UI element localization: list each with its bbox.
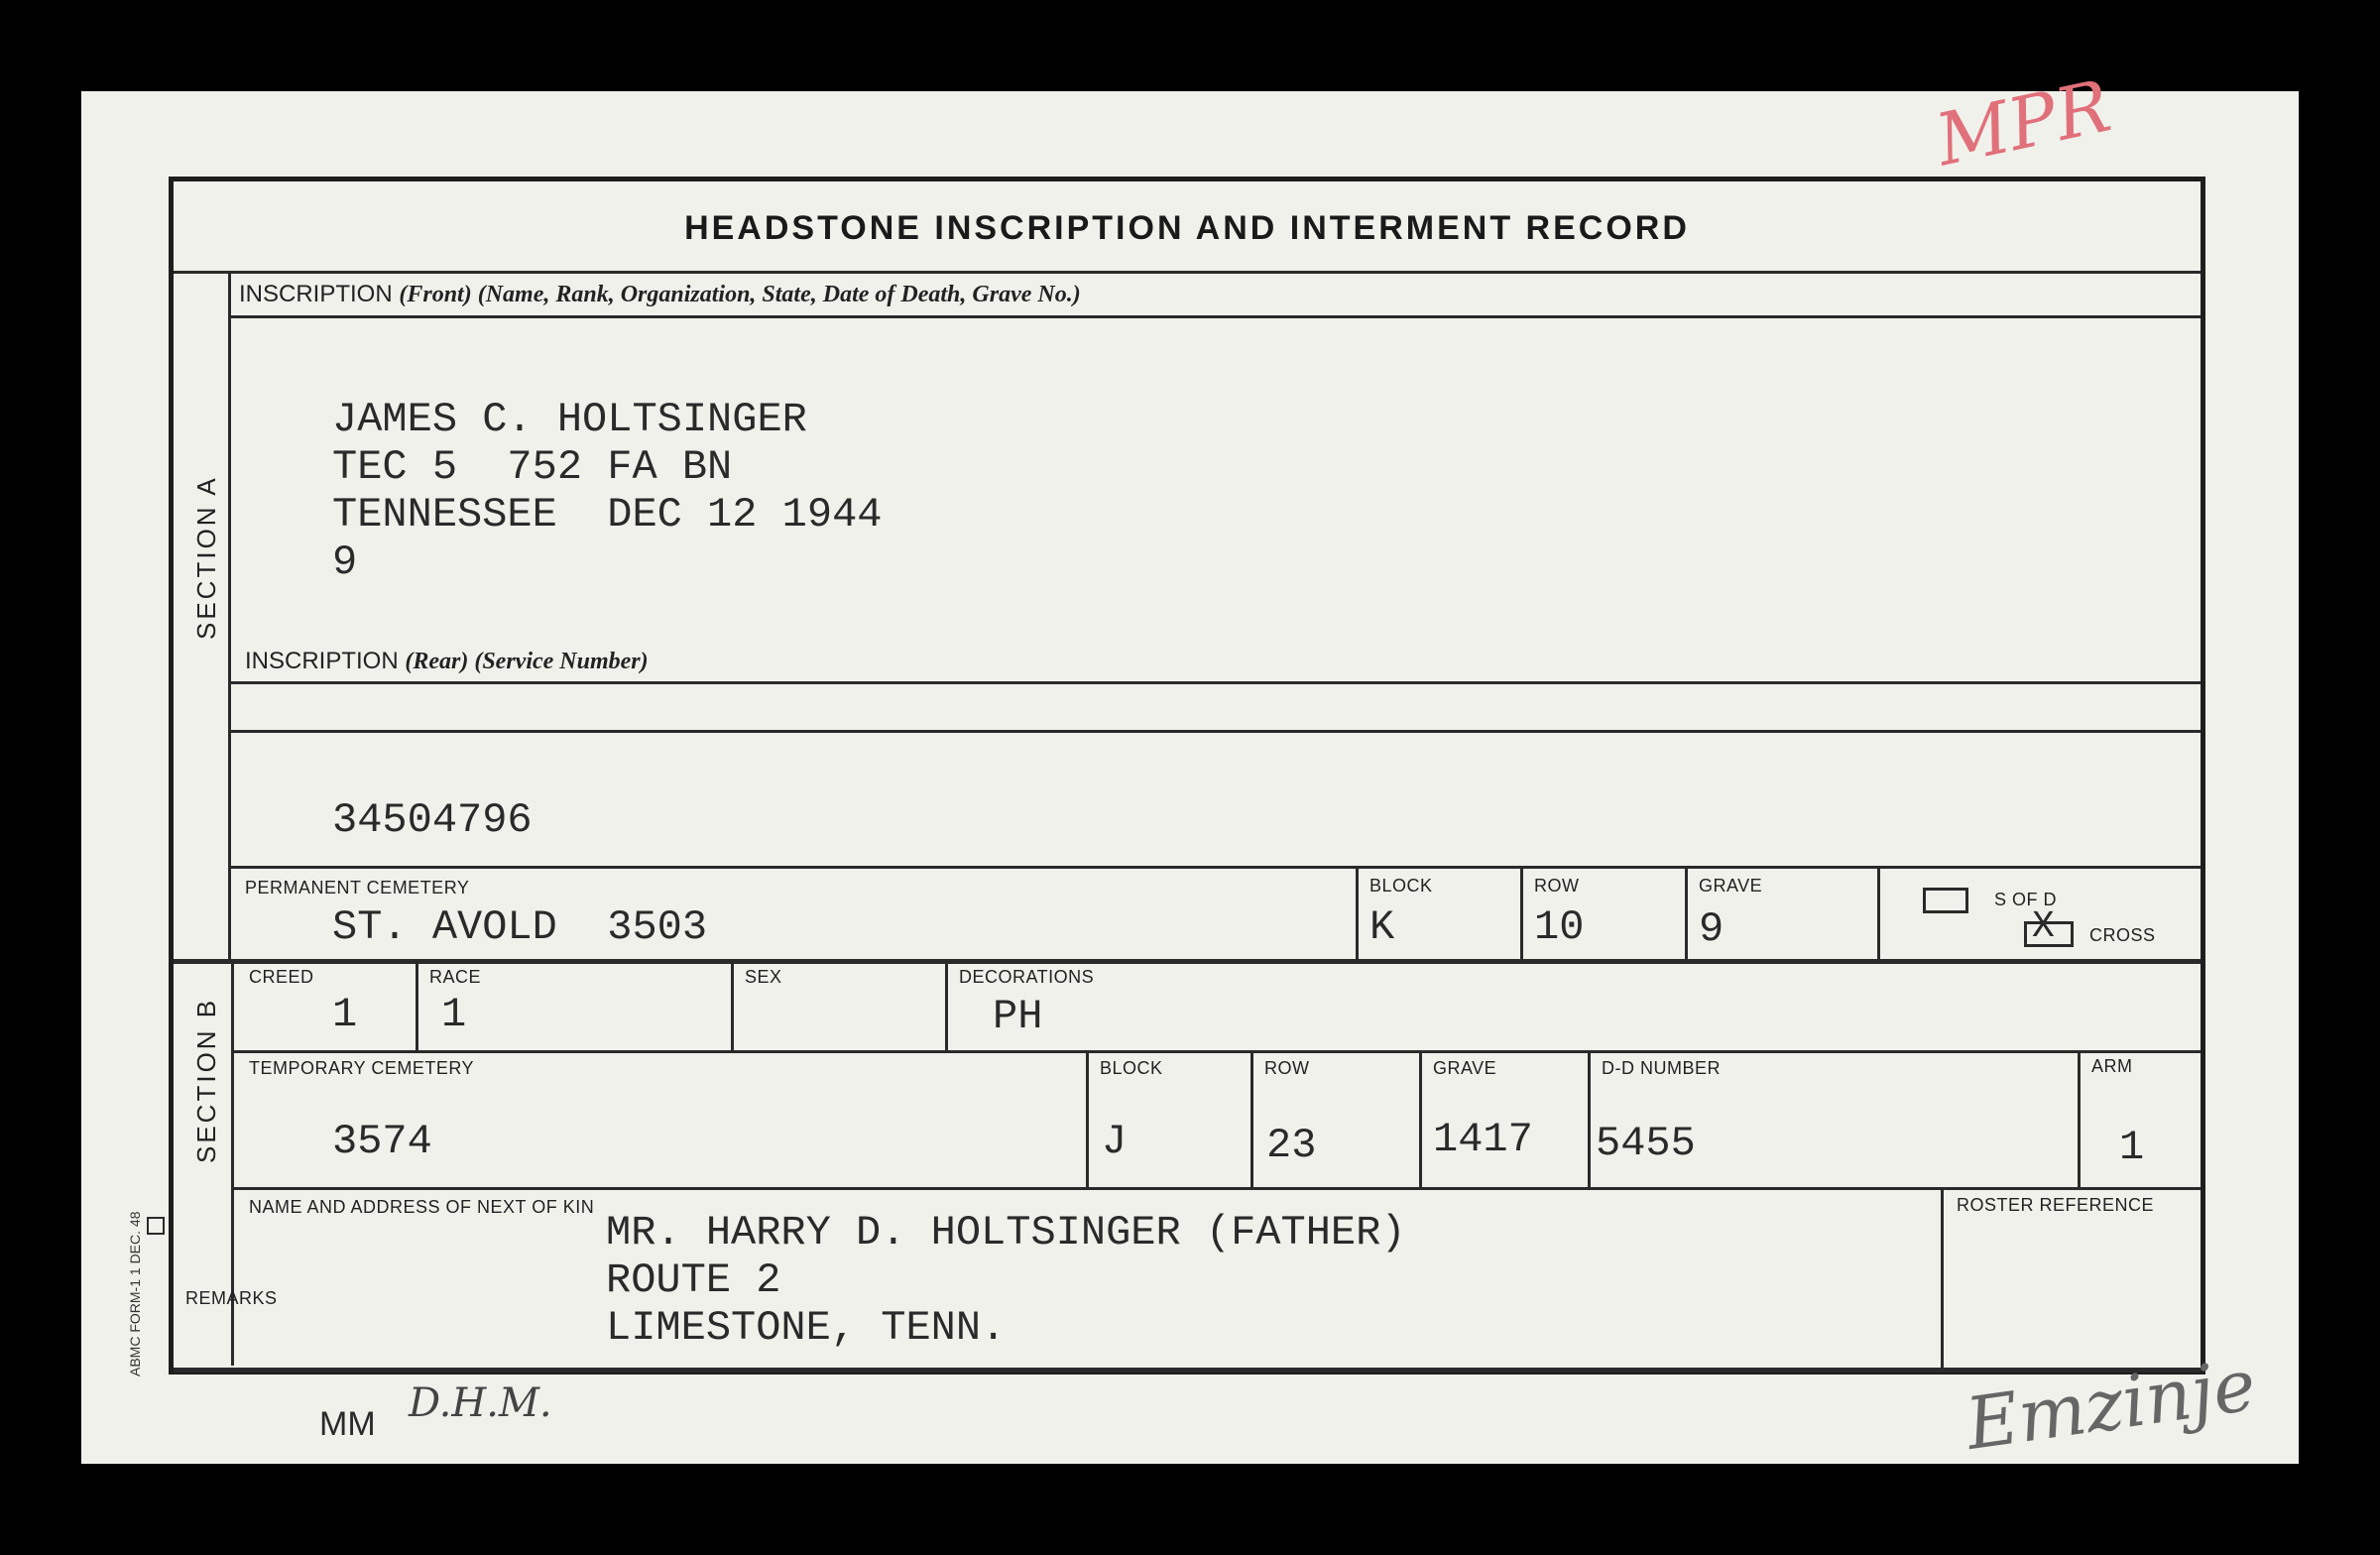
s-of-d-label: S OF D (1994, 890, 2058, 909)
divider (174, 959, 2201, 962)
divider (1877, 866, 1880, 961)
divider (1588, 1050, 1591, 1187)
divider (1086, 1050, 1089, 1187)
divider (1685, 866, 1688, 961)
form-title: HEADSTONE INSCRIPTION AND INTERMENT RECORD (684, 208, 1690, 247)
inscription-front-label (239, 281, 1081, 308)
creed-value: 1 (332, 991, 358, 1038)
dd-number-value: 5455 (1596, 1120, 1696, 1167)
section-b-label: SECTION B (191, 997, 221, 1163)
next-of-kin-label: NAME AND ADDRESS OF NEXT OF KIN (249, 1197, 595, 1217)
perm-row-value: 10 (1534, 903, 1585, 951)
handwritten-red-mark: MPR (1929, 63, 2118, 182)
section-a-label: SECTION A (191, 475, 221, 640)
arm-label: ARM (2091, 1056, 2133, 1076)
remarks-label: REMARKS (185, 1288, 278, 1308)
temp-row-value: 23 (1266, 1122, 1317, 1169)
temp-row-label: ROW (1264, 1058, 1310, 1078)
inscription-front-line-2: TEC 5 752 FA BN (332, 443, 733, 491)
perm-block-value: K (1369, 903, 1395, 951)
divider (228, 866, 2201, 869)
cross-label: CROSS (2089, 925, 2156, 945)
race-label: RACE (429, 967, 482, 987)
handwritten-signature: Emzinje (1961, 1343, 2261, 1466)
divider (228, 866, 231, 961)
temp-grave-label: GRAVE (1433, 1058, 1497, 1078)
inscription-front-line-1: JAMES C. HOLTSINGER (332, 396, 807, 443)
divider (2078, 1050, 2081, 1187)
temp-block-label: BLOCK (1100, 1058, 1163, 1078)
service-number: 34504796 (332, 796, 533, 844)
cross-checkbox-mark: X (2032, 905, 2055, 948)
inscription-front-label-detail: (Front) (Name, Rank, Organization, State, Date of Death, Grave No.) (399, 282, 1081, 307)
form-code: ABMC FORM-1 1 DEC. 48 (127, 1211, 143, 1376)
footer-typed-initials: MM (319, 1405, 376, 1443)
divider (1356, 866, 1359, 961)
divider (228, 681, 2201, 684)
form-code-box (147, 1217, 165, 1235)
record-card (81, 63, 2299, 1466)
perm-grave-value: 9 (1699, 905, 1725, 953)
next-of-kin-line-3: LIMESTONE, TENN. (606, 1304, 1007, 1352)
divider (228, 730, 2201, 733)
decorations-value: PH (993, 993, 1043, 1040)
temporary-cemetery-label: TEMPORARY CEMETERY (249, 1058, 475, 1078)
decorations-label: DECORATIONS (959, 967, 1095, 987)
divider (1250, 1050, 1253, 1187)
sex-label: SEX (745, 967, 782, 987)
divider (231, 1187, 2201, 1190)
perm-grave-label: GRAVE (1699, 876, 1763, 896)
perm-block-label: BLOCK (1369, 876, 1433, 896)
temp-grave-value: 1417 (1433, 1116, 1533, 1163)
divider (731, 959, 734, 1050)
roster-reference-label: ROSTER REFERENCE (1957, 1195, 2155, 1215)
divider (228, 271, 231, 961)
permanent-cemetery-value: ST. AVOLD 3503 (332, 903, 708, 951)
divider (416, 959, 418, 1050)
inscription-front-label-text: INSCRIPTION (239, 281, 393, 307)
divider (231, 1050, 2201, 1053)
interment-form (169, 177, 2205, 1375)
next-of-kin-line-1: MR. HARRY D. HOLTSINGER (FATHER) (606, 1209, 1406, 1256)
divider (1520, 866, 1523, 961)
dd-number-label: D-D NUMBER (1602, 1058, 1721, 1078)
inscription-rear-label-detail: (Rear) (Service Number) (405, 649, 649, 674)
arm-value: 1 (2119, 1124, 2145, 1171)
divider (945, 959, 948, 1050)
divider (174, 1368, 2201, 1371)
divider (174, 271, 2201, 274)
s-of-d-checkbox (1923, 888, 1968, 913)
divider (228, 315, 2201, 318)
inscription-rear-label-text: INSCRIPTION (245, 648, 399, 674)
temporary-cemetery-value: 3574 (332, 1118, 432, 1165)
race-value: 1 (441, 991, 467, 1038)
divider (1419, 1050, 1422, 1187)
temp-block-value: J (1102, 1118, 1128, 1165)
footer-handwritten-initials: D.H.M. (409, 1380, 552, 1426)
creed-label: CREED (249, 967, 314, 987)
next-of-kin-line-2: ROUTE 2 (606, 1256, 781, 1304)
divider (1941, 1187, 1944, 1370)
inscription-rear-label (245, 648, 649, 675)
permanent-cemetery-label: PERMANENT CEMETERY (245, 878, 470, 897)
perm-row-label: ROW (1534, 876, 1580, 896)
inscription-front-line-3: TENNESSEE DEC 12 1944 (332, 491, 883, 538)
inscription-front-line-4: 9 (332, 538, 358, 586)
